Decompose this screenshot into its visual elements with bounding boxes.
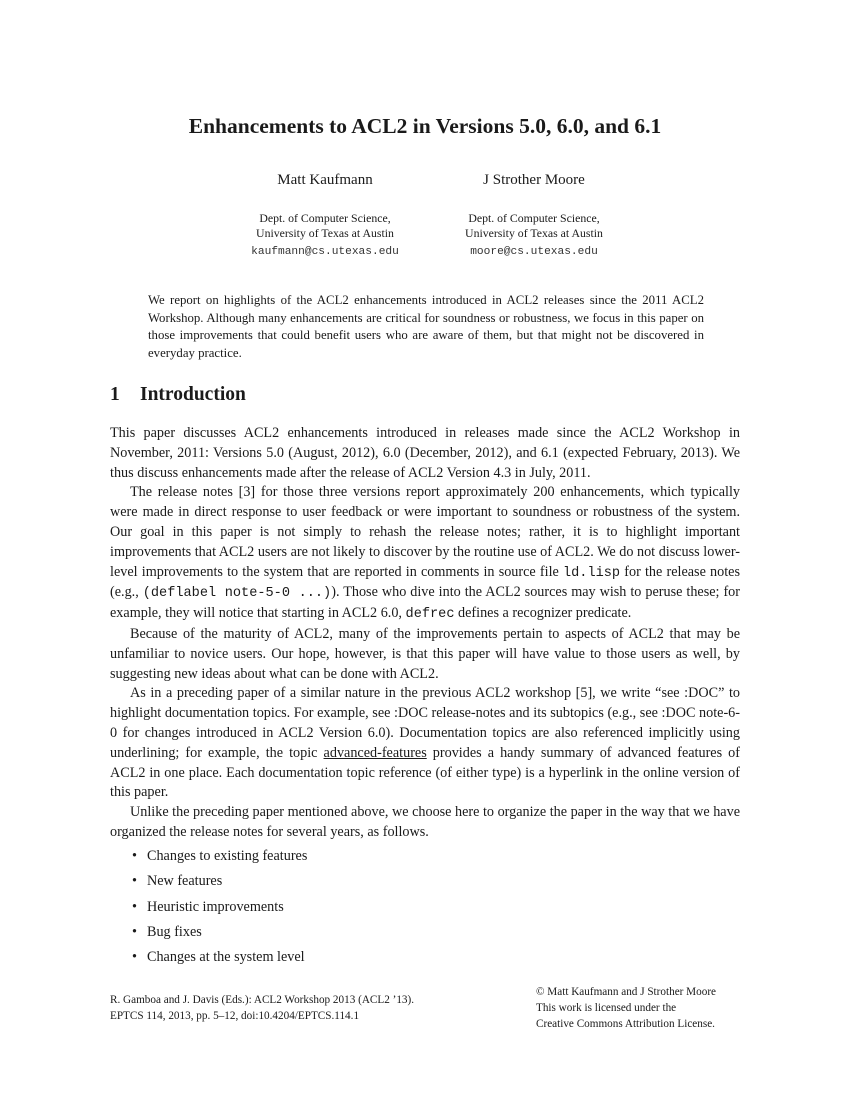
advanced-features-link[interactable]: advanced-features [323, 744, 427, 761]
list-item: • Changes to existing features [132, 847, 740, 867]
code-ld-lisp: ld.lisp [562, 565, 621, 581]
license-notice [536, 984, 786, 1032]
section-body [110, 424, 740, 974]
section-title: Introduction [140, 384, 246, 405]
affiliation-line: University of Texas at Austin [465, 226, 603, 240]
copyright-line: © Matt Kaufmann and J Strother Moore [536, 986, 717, 998]
paragraph-2 [110, 483, 740, 625]
license-link[interactable]: Creative Commons Attribution License. [536, 1018, 715, 1030]
list-item: • Bug fixes [132, 923, 740, 943]
text-run: defines a recognizer predicate. [454, 605, 632, 622]
author-affiliation [404, 211, 664, 241]
list-item: • Heuristic improvements [132, 898, 740, 918]
affiliation-line: Dept. of Computer Science, [468, 211, 600, 225]
affiliation-line: University of Texas at Austin [256, 226, 394, 240]
code-deflabel: (deflabel note-5-0 ...) [142, 586, 332, 602]
author-name: J Strother Moore [483, 172, 585, 188]
author-email[interactable]: moore@cs.utexas.edu [470, 246, 598, 258]
license-line: This work is licensed under the [536, 1002, 677, 1014]
list-item: • New features [132, 872, 740, 892]
publication-info [110, 992, 510, 1024]
author-block-moore [404, 171, 664, 259]
text-run: ). Those who dive into the ACL2 sources may wish to peruse these; for example, they will notice that starting in ACL2 6.0, [110, 584, 740, 622]
release-notes-category-list [110, 847, 740, 968]
paragraph-1: This paper discusses ACL2 enhancements introduced in releases made since the ACL2 Workshop in November, 2011: Versions 5.0 (August, 2012), 6.0 (December, 2012), and 6.1 (expected February, 2013). We thus discuss enhancements made after the release of ACL2 Version 4.3 in July, 2011. [110, 425, 740, 481]
paper-title: Enhancements to ACL2 in Versions 5.0, 6.0, and 6.1 [188, 114, 662, 138]
paragraph-5: Unlike the preceding paper mentioned above, we choose here to organize the paper in the way that we have organized the release notes for several years, as follows. [110, 804, 740, 840]
publication-line: R. Gamboa and J. Davis (Eds.): ACL2 Workshop 2013 (ACL2 ’13). [110, 994, 415, 1006]
author-name: Matt Kaufmann [277, 172, 373, 188]
section-heading [110, 384, 246, 406]
abstract: We report on highlights of the ACL2 enhancements introduced in ACL2 releases since the 2011 ACL2 Workshop. Although many enhancements are critical for soundness or robustness, we focus in this paper on those improvements that could benefit users who are aware of them, but that might not be discovered in everyday practice. [148, 293, 704, 360]
author-email[interactable]: kaufmann@cs.utexas.edu [251, 246, 399, 258]
publication-line: EPTCS 114, 2013, pp. 5–12, doi:10.4204/EPTCS.114.1 [110, 1010, 360, 1022]
text-run: provides a handy summary of advanced features of ACL2 in one place. Each documentation topic reference (of either type) is a hyperlink in the online version of this paper. [110, 744, 740, 801]
section-number: 1 [110, 384, 120, 405]
affiliation-line: Dept. of Computer Science, [259, 211, 391, 225]
text-run: The release notes [3] for those three versions report approximately 200 enhancements, which typically were made in direct response to user feedback or were important to soundness or robustness of the system. Our goal in this paper is not simply to rehash the release notes; rather, it is to highlight important improvements that ACL2 users are not likely to discover by the routine use of ACL2. We do not discuss lower-level improvements to the system that are reported in comments in source file [110, 484, 740, 580]
text-run: for the release notes (e.g., [110, 563, 740, 601]
paragraph-4 [110, 684, 740, 803]
text-run: As in a preceding paper of a similar nature in the previous ACL2 workshop [5], we write “see :DOC” to highlight documentation topics. For example, see :DOC release-notes and its subtopics (e.g., see :DOC note-6-0 for changes introduced in ACL2 Version 6.0). Documentation topics are also referenced implicitly using underlining; for example, the topic [110, 685, 740, 761]
list-item: • Changes at the system level [132, 948, 740, 968]
paragraph-3: Because of the maturity of ACL2, many of the improvements pertain to aspects of ACL2 that may be unfamiliar to novice users. Our hope, however, is that this paper will have value to those users as well, by suggesting new ideas about what can be done with ACL2. [110, 625, 740, 682]
code-defrec: defrec [405, 607, 455, 623]
